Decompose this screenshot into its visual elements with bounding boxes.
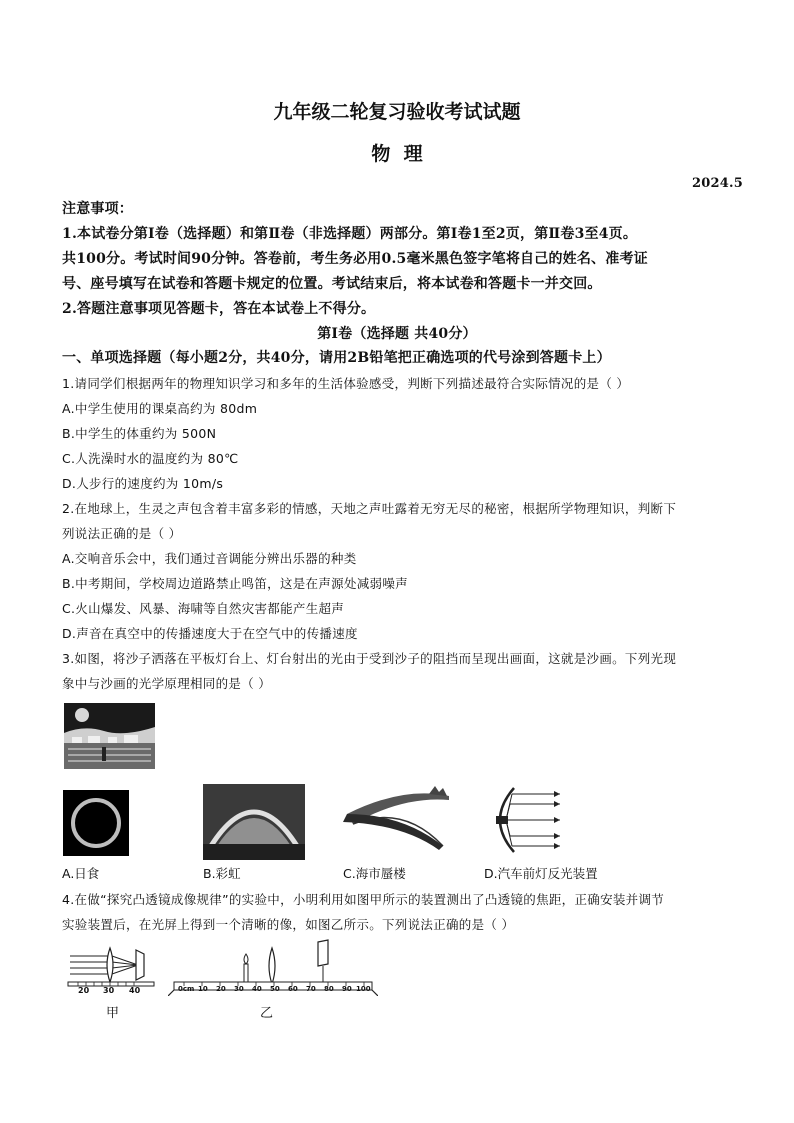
subject-title: 物 理 bbox=[371, 143, 423, 165]
figure-jia-label: 甲 bbox=[106, 1006, 120, 1021]
yi-tick-50: 50 bbox=[270, 985, 280, 993]
yi-tick-90: 90 bbox=[342, 985, 352, 993]
jia-tick-40: 40 bbox=[129, 986, 141, 995]
q3-option-c: C.海市蜃楼 bbox=[343, 866, 406, 881]
q2-option-d: D.声音在真空中的传播速度大于在空气中的传播速度 bbox=[62, 626, 358, 641]
sand-painting-image bbox=[64, 703, 155, 769]
q3-stem-line-2: 象中与沙画的光学原理相同的是（ ） bbox=[62, 676, 272, 691]
q2-option-b: B.中考期间，学校周边道路禁止鸣笛，这是在声源处减弱噪声 bbox=[62, 576, 408, 591]
q2-option-a: A.交响音乐会中，我们通过音调能分辨出乐器的种类 bbox=[62, 551, 357, 566]
q2-stem-line-1: 2.在地球上，生灵之声包含着丰富多彩的情感，天地之声吐露着无穷无尽的秘密，根据所学物理知识，判断下 bbox=[62, 501, 677, 516]
notice-line-3: 号、座号填写在试卷和答题卡规定的位置。考试结束后，将本试卷和答题卡一并交回。 bbox=[62, 276, 602, 292]
yi-tick-100: 100 bbox=[356, 985, 371, 993]
q2-option-c: C.火山爆发、风暴、海啸等自然灾害都能产生超声 bbox=[62, 601, 345, 616]
part-heading: 一、单项选择题（每小题2分，共40分，请用2B铅笔把正确选项的代号涂到答题卡上） bbox=[62, 350, 611, 366]
jia-tick-30: 30 bbox=[103, 986, 115, 995]
notice-line-4: 2.答题注意事项见答题卡，答在本试卷上不得分。 bbox=[62, 301, 376, 317]
q1-stem: 1.请同学们根据两年的物理知识学习和多年的生活体验感受，判断下列描述最符合实际情况的是（ ） bbox=[62, 376, 630, 391]
q1-option-d: D.人步行的速度约为 10m/s bbox=[62, 476, 224, 491]
notice-line-1: 1.本试卷分第Ⅰ卷（选择题）和第Ⅱ卷（非选择题）两部分。第Ⅰ卷1至2页，第Ⅱ卷3至4页。 bbox=[62, 226, 638, 242]
yi-tick-20: 20 bbox=[216, 985, 226, 993]
q3-option-a: A.日食 bbox=[62, 866, 100, 881]
yi-tick-30: 30 bbox=[234, 985, 244, 993]
figure-yi-label: 乙 bbox=[260, 1006, 274, 1021]
q1-option-b: B.中学生的体重约为 500N bbox=[62, 426, 217, 441]
q3-stem-line-1: 3.如图，将沙子洒落在平板灯台上、灯台射出的光由于受到沙子的阻挡而呈现出画面，这就是沙画。下列光现 bbox=[62, 651, 677, 666]
yi-tick-60: 60 bbox=[288, 985, 298, 993]
q3-option-d: D.汽车前灯反光装置 bbox=[484, 866, 598, 881]
q1-option-c: C.人洗澡时水的温度约为 80℃ bbox=[62, 451, 239, 466]
q1-option-a: A.中学生使用的课桌高约为 80dm bbox=[62, 401, 258, 416]
notice-heading: 注意事项： bbox=[62, 201, 133, 217]
yi-tick-10: 10 bbox=[198, 985, 208, 993]
exam-title: 九年级二轮复习验收考试试题 bbox=[273, 101, 521, 123]
jia-tick-20: 20 bbox=[78, 986, 90, 995]
section-title: 第Ⅰ卷（选择题 共40分） bbox=[317, 326, 477, 342]
q2-stem-line-2: 列说法正确的是（ ） bbox=[62, 526, 182, 541]
exam-date: 2024.5 bbox=[692, 176, 743, 191]
rainbow-image bbox=[203, 784, 305, 860]
yi-tick-0: 0cm bbox=[178, 985, 195, 993]
q4-stem-line-2: 实验装置后，在光屏上得到一个清晰的像，如图乙所示。下列说法正确的是（ ） bbox=[62, 917, 515, 932]
q3-option-b: B.彩虹 bbox=[203, 866, 241, 881]
yi-tick-80: 80 bbox=[324, 985, 334, 993]
yi-tick-70: 70 bbox=[306, 985, 316, 993]
solar-eclipse-image bbox=[63, 790, 129, 856]
headlight-reflector-image bbox=[484, 784, 562, 856]
mirage-image bbox=[343, 784, 453, 854]
yi-tick-40: 40 bbox=[252, 985, 262, 993]
q4-stem-line-1: 4.在做“探究凸透镜成像规律”的实验中，小明利用如图甲所示的装置测出了凸透镜的焦距，正确安装并调节 bbox=[62, 892, 665, 907]
notice-line-2: 共100分。考试时间90分钟。答卷前，考生务必用0.5毫米黑色签字笔将自己的姓名、准考证 bbox=[62, 251, 648, 267]
